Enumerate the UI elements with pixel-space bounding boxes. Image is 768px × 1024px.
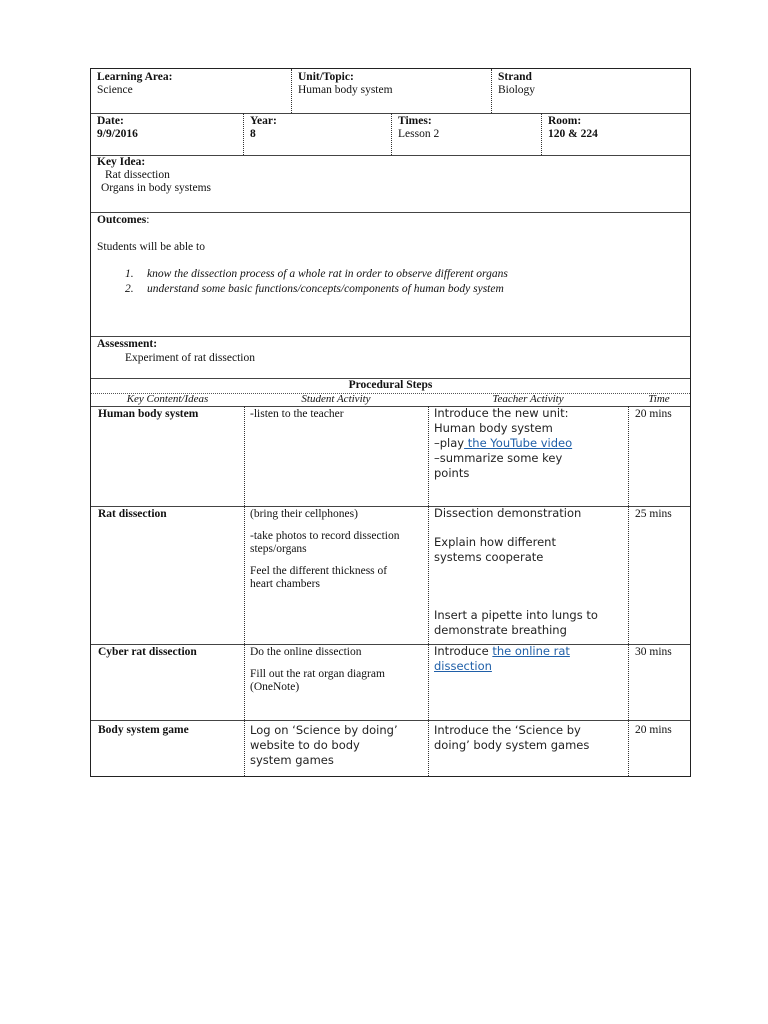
teacher-activity-line: –summarize some key [434,451,563,465]
assessment-label: Assessment: [97,338,158,350]
outcome-text: understand some basic functions/concepts/components of human body system [147,283,504,295]
youtube-video-link[interactable]: the YouTube video [464,436,573,450]
key-idea-label: Key Idea: [97,156,146,168]
key-idea-item: Rat dissection [105,169,170,181]
student-activity-line: system games [250,753,334,767]
teacher-activity-line: doing’ body system games [434,738,590,752]
outcome-text: know the dissection process of a whole rat in order to observe different organs [147,268,508,280]
teacher-activity-line: Introduce the ‘Science by [434,723,581,737]
times-value: Lesson 2 [398,128,440,140]
header-row-2 [91,113,690,155]
table-row [91,506,690,644]
strand-cell [491,69,690,113]
student-activity-line: -take photos to record dissection [250,530,400,542]
teacher-activity-line: Insert a pipette into lungs to [434,608,598,622]
student-activity-line: -listen to the teacher [250,408,344,420]
times-label: Times: [398,115,432,127]
room-cell [541,113,690,155]
student-activity-line: Fill out the rat organ diagram [250,668,385,680]
time-cell: 30 mins [635,646,672,658]
outcome-item [97,268,684,281]
key-idea-section [91,155,690,212]
outcomes-colon: : [146,214,150,226]
strand-label: Strand [498,71,532,83]
teacher-activity-cell [428,720,628,776]
year-label: Year: [250,115,277,127]
teacher-activity-line: demonstrate breathing [434,623,567,637]
key-idea-item: Organs in body systems [101,182,211,194]
header-row-1 [91,69,690,113]
key-content-cell: Rat dissection [98,508,167,520]
student-activity-line: steps/organs [250,543,307,555]
assessment-text: Experiment of rat dissection [125,352,255,364]
times-cell [391,113,541,155]
teacher-activity-cell [428,644,628,720]
procedural-header-row [91,393,690,406]
column-header: Time [648,393,670,405]
column-header: Student Activity [301,393,371,405]
outcome-item [97,283,684,296]
student-activity-line: Do the online dissection [250,646,362,658]
teacher-activity-cell [428,406,628,506]
student-activity-line: Log on ‘Science by doing’ [250,723,398,737]
student-activity-cell [244,720,428,776]
time-cell: 20 mins [635,408,672,420]
student-activity-line: Feel the different thickness of [250,565,388,577]
table-row [91,406,690,506]
teacher-activity-line: –play [434,436,465,450]
teacher-activity-cell [428,506,628,644]
teacher-activity-line: Introduce the new unit: [434,406,569,420]
year-cell [243,113,391,155]
time-cell: 25 mins [635,508,672,520]
outcomes-section [91,212,690,336]
student-activity-line: (bring their cellphones) [250,508,358,520]
teacher-activity-line: systems cooperate [434,550,544,564]
date-label: Date: [97,115,124,127]
year-value: 8 [250,128,256,140]
room-label: Room: [548,115,582,127]
learning-area-cell [91,69,291,113]
column-header: Teacher Activity [492,393,564,405]
teacher-activity-line: Explain how different [434,535,556,549]
key-content-cell: Human body system [98,408,199,420]
teacher-activity-line: Dissection demonstration [434,506,582,520]
teacher-activity-line: points [434,466,470,480]
procedural-title: Procedural Steps [348,379,433,391]
online-rat-dissection-link[interactable]: dissection [434,659,492,673]
strand-value: Biology [498,84,536,96]
table-row [91,720,690,776]
procedural-body [91,406,690,776]
time-cell: 20 mins [635,724,672,736]
lesson-plan-table [90,68,691,777]
key-content-cell: Body system game [98,724,189,736]
outcome-number: 1. [125,268,134,280]
student-activity-cell [244,406,428,506]
learning-area-value: Science [97,84,133,96]
student-activity-line: heart chambers [250,578,320,590]
date-cell [91,113,243,155]
room-value: 120 & 224 [548,128,598,140]
outcomes-label: Outcomes [97,214,147,226]
outcomes-intro: Students will be able to [97,241,205,253]
learning-area-label: Learning Area: [97,71,173,83]
unit-topic-label: Unit/Topic: [298,71,354,83]
unit-topic-value: Human body system [298,84,393,96]
unit-topic-cell [291,69,491,113]
key-content-cell: Cyber rat dissection [98,646,197,658]
table-row [91,644,690,720]
student-activity-line: website to do body [250,738,360,752]
outcome-number: 2. [125,283,134,295]
student-activity-line: (OneNote) [250,681,300,693]
column-header: Key Content/Ideas [126,393,209,405]
teacher-activity-line: Introduce [434,644,493,658]
teacher-activity-line: Human body system [434,421,553,435]
student-activity-cell [244,644,428,720]
date-value: 9/9/2016 [97,128,138,140]
student-activity-cell [244,506,428,644]
online-rat-dissection-link[interactable]: the online rat [492,644,570,658]
assessment-section [91,336,690,378]
